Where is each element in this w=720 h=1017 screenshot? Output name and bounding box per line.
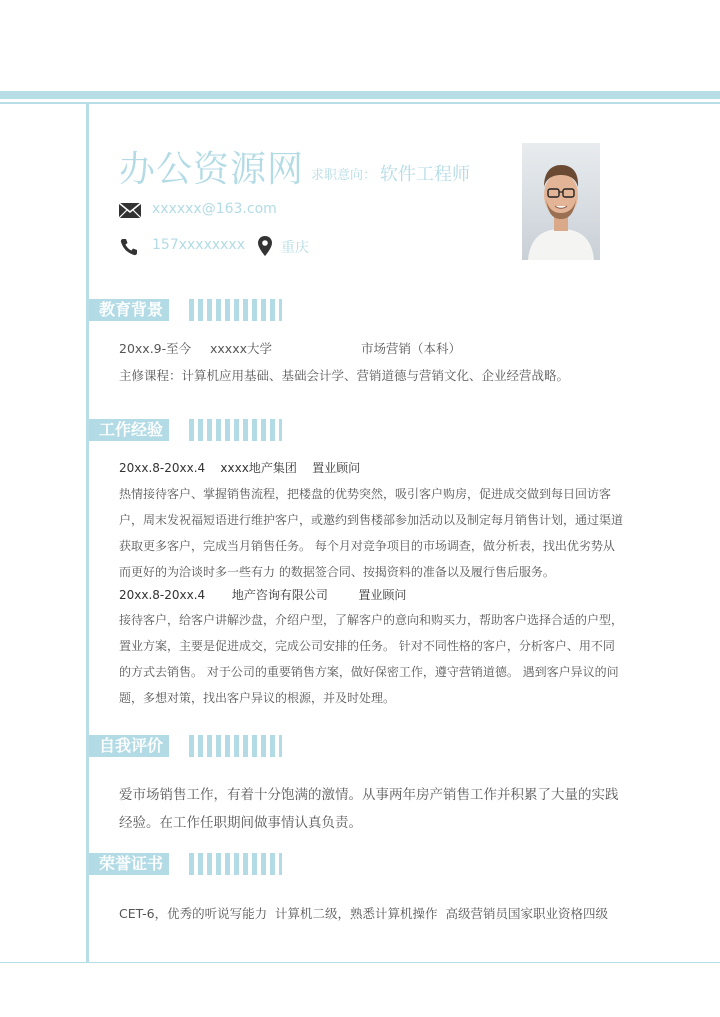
location-text: 重庆 xyxy=(281,240,309,256)
honors-text: CET-6，优秀的听说写能力 计算机二级，熟悉计算机操作 高级营销员国家职业资格四级 xyxy=(119,906,608,921)
section-title-education: 教育背景 xyxy=(89,299,169,321)
profile-photo xyxy=(522,143,600,260)
section-title-self-eval: 自我评价 xyxy=(89,735,169,757)
section-stripes-work xyxy=(189,419,282,441)
job-intent-value: 软件工程师 xyxy=(380,164,470,185)
mail-icon xyxy=(119,203,141,218)
job-intent-label: 求职意向： xyxy=(311,168,377,183)
self-eval-text: 爱市场销售工作，有着十分饱满的激情。从事两年房产销售工作并积累了大量的实践经验。在工作任职期间做事情认真负责。 xyxy=(119,787,619,831)
phone-text: 157xxxxxxxx xyxy=(152,237,246,253)
job2-header: 20xx.8-20xx.4 地产咨询有限公司 置业顾问 xyxy=(119,588,407,602)
email-text: xxxxxx@163.com xyxy=(152,201,277,217)
education-major: 市场营销（本科） xyxy=(361,341,462,356)
left-vertical-rule xyxy=(86,104,89,962)
phone-icon xyxy=(120,238,138,256)
section-stripes-education xyxy=(189,299,282,321)
job1-description: 热情接待客户、掌握销售流程，把楼盘的优势突然，吸引客户购房，促进成交做到每日回访客户，周末发祝福短语进行维护客户，或邀约到售楼部参加活动以及制定每月销售计划，通过渠道获取更多客户，完成当月销售任务。 每个月对竞争项目的市场调查，做分析表，找出优劣势从而更好的为洽谈时多一些有力 的数据签合同、按揭资料的准备以及履行售后服务。 xyxy=(119,487,624,579)
section-title-work: 工作经验 xyxy=(89,419,169,441)
section-stripes-honors xyxy=(189,853,282,875)
education-school: xxxxx大学 xyxy=(210,341,272,356)
location-pin-icon xyxy=(258,236,272,256)
section-stripes-self-eval xyxy=(189,735,282,757)
top-accent-line xyxy=(0,102,720,104)
section-title-honors: 荣誉证书 xyxy=(89,853,169,875)
bottom-rule xyxy=(0,962,720,963)
education-courses: 主修课程：计算机应用基础、基础会计学、营销道德与营销文化、企业经营战略。 xyxy=(119,368,570,383)
job2-description: 接待客户，给客户讲解沙盘，介绍户型，了解客户的意向和购买力，帮助客户选择合适的户型，置业方案，主要是促进成交，完成公司安排的任务。 针对不同性格的客户，分析客户、用不同的方式去销售。 对于公司的重要销售方案，做好保密工作，遵守营销道德。 遇到客户异议的问题，多想对策，找出客户异议的根源，并及时处理。 xyxy=(119,613,624,705)
job1-header: 20xx.8-20xx.4 xxxx地产集团 置业顾问 xyxy=(119,461,361,475)
education-period: 20xx.9-至今 xyxy=(119,341,192,356)
candidate-name: 办公资源网 xyxy=(119,149,305,190)
top-accent-bar xyxy=(0,91,720,99)
